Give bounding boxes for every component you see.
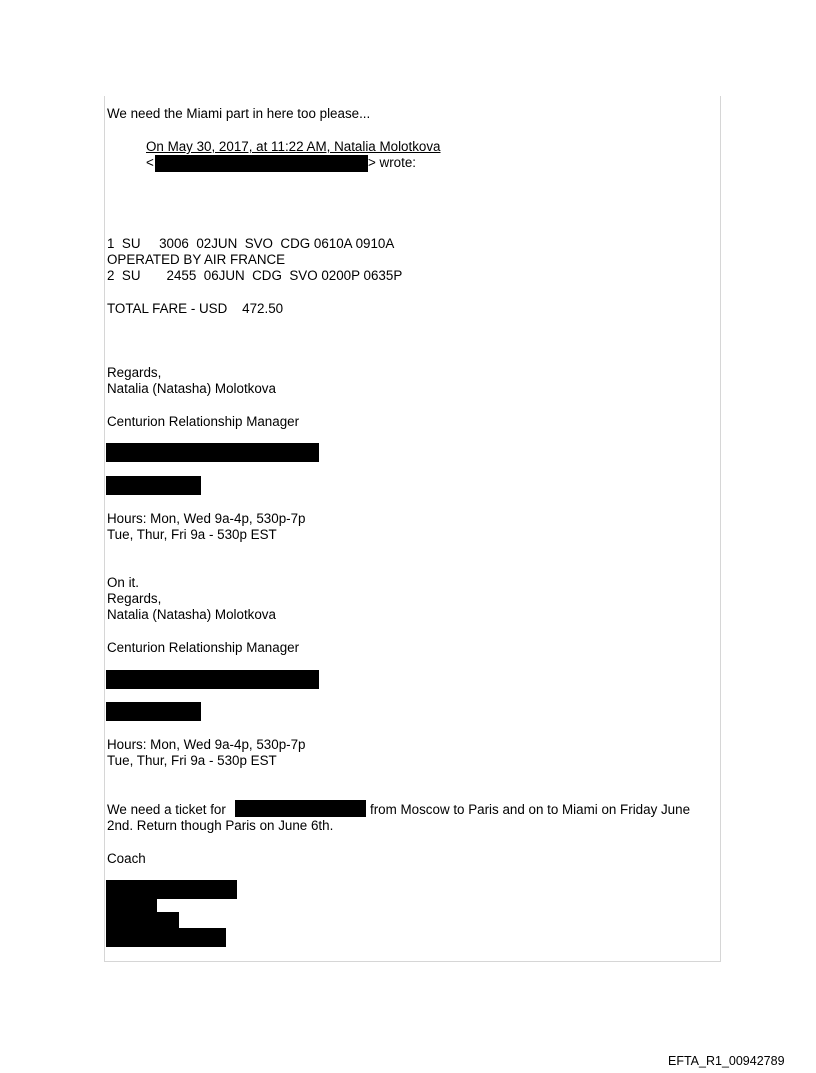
sender-name: Natalia (Natasha) Molotkova [107, 607, 276, 622]
redaction-block [106, 912, 179, 929]
itinerary-line: 2 SU 2455 06JUN CDG SVO 0200P 0635P [107, 268, 403, 283]
sender-name: Natalia (Natasha) Molotkova [107, 381, 276, 396]
hours-line: Hours: Mon, Wed 9a-4p, 530p-7p [107, 737, 306, 752]
redaction-block [155, 155, 368, 172]
quote-header-lt: < [146, 155, 154, 170]
coach-text: Coach [107, 851, 146, 866]
hours-line: Tue, Thur, Fri 9a - 530p EST [107, 753, 277, 768]
quote-header: On May 30, 2017, at 11:22 AM, Natalia Molotkova [146, 139, 441, 154]
request-text: We need a ticket for [107, 802, 226, 817]
sender-title: Centurion Relationship Manager [107, 640, 300, 655]
itinerary-line: OPERATED BY AIR FRANCE [107, 252, 286, 267]
itinerary-line: 1 SU 3006 02JUN SVO CDG 0610A 0910A [107, 236, 395, 251]
regards: Regards, [107, 591, 162, 606]
redaction-block [106, 899, 157, 913]
redaction-block [106, 880, 237, 899]
request-text: 2nd. Return though Paris on June 6th. [107, 818, 334, 833]
redaction-block [106, 670, 319, 689]
hours-line: Hours: Mon, Wed 9a-4p, 530p-7p [107, 511, 306, 526]
hours-line: Tue, Thur, Fri 9a - 530p EST [107, 527, 277, 542]
message-line: We need the Miami part in here too please... [107, 106, 371, 121]
regards: Regards, [107, 365, 162, 380]
redaction-block [106, 702, 201, 721]
quote-header-wrote: > wrote: [368, 155, 417, 170]
redaction-block [106, 443, 319, 462]
redaction-block [106, 476, 201, 495]
total-fare: TOTAL FARE - USD 472.50 [107, 301, 284, 316]
redaction-block [235, 800, 366, 817]
document-id: EFTA_R1_00942789 [668, 1054, 785, 1068]
request-text: from Moscow to Paris and on to Miami on Friday June [370, 802, 691, 817]
redaction-block [106, 928, 226, 947]
on-it-text: On it. [107, 575, 139, 590]
sender-title: Centurion Relationship Manager [107, 414, 300, 429]
